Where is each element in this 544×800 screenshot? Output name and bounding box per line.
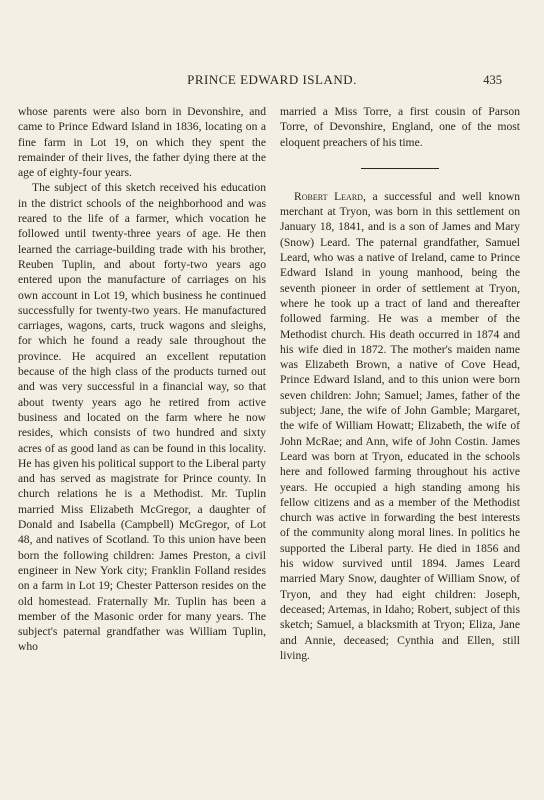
left-paragraph-1: whose parents were also born in Devonshire, and came to Prince Edward Island in 1836, locating on a fine farm in Lot 19, on which they spent the remainder of their lives, the father dying there at the age of eighty-four years. xyxy=(18,105,266,180)
left-paragraph-2: The subject of this sketch received his education in the district schools of the neighborhood and was reared to the life of a farmer, which vocation he followed until twenty-three years of age. He then learned the carriage-building trade with his brother, Reuben Tuplin, and about forty-two years ago entered upon the manufacture of carriages on his own account in Lot 19, which business he continued successfully for twenty-two years. He manufactured carriages, wagons, carts, truck wagons and sleighs, for which he found a ready sale throughout the province. He acquired an excellent reputation because of the high class of the products turned out and was very successful in a financial way, so that about twenty years ago he retired from active business and located on the farm where he now resides, which consists of two hundred and sixty acres of as good land as can be found in this locality. He has given his political support to the Liberal party and has served as magistrate for Prince county. In church relations he is a Methodist. Mr. Tuplin married Miss Elizabeth McGregor, a daughter of Donald and Isabella (Campbell) McGregor, of Lot 48, and natives of Scotland. To this union have been born the following children: James Preston, a civil engineer in New York city; Franklin Folland resides on a farm in Lot 19; Chester Patterson resides on the old homestead. Fraternally Mr. Tuplin has been a member of the Masonic order for many years. The subject's paternal grandfather was William Tuplin, who xyxy=(18,181,266,654)
page-header xyxy=(0,72,544,90)
right-paragraph-2 xyxy=(280,189,520,663)
section-divider xyxy=(361,168,439,169)
page-number: 435 xyxy=(483,73,502,87)
subject-name: Robert Leard xyxy=(294,189,363,203)
right-column xyxy=(280,104,520,663)
right-paragraph-1: married a Miss Torre, a first cousin of Parson Torre, of Devonshire, England, one of the most eloquent preachers of his time. xyxy=(280,105,520,149)
left-column xyxy=(18,104,266,655)
right-paragraph-2-text: , a successful and well known merchant at Tryon, was born in this settlement on January 18, 1841, and is a son of James and Mary (Snow) Leard. The paternal grandfather, Samuel Leard, who was a native of Ireland, came to Prince Edward Island in young manhood, being the seventh pioneer in order of settlement at Tryon, where he took up a tract of land and thereafter followed farming. He was a member of the Methodist church. His death occurred in 1874 and his wife died in 1872. The mother's maiden name was Elizabeth Brown, a native of Cove Head, Prince Edward Island, and to this union were born seven children: John; Samuel; James, father of the subject; Jane, the wife of John Gamble; Margaret, the wife of William Howatt; Elizabeth, the wife of John McRae; and Ann, wife of John Costin. James Leard was born at Tryon, educated in the schools here and followed farming throughout his active years. He occupied a high standing among his fellow citizens and as a member of the Methodist church was active in forwarding the best interests of the community along moral lines. In politics he supported the Liberal party. He died in 1856 and his widow survived until 1894. James Leard married Mary Snow, daughter of William Snow, of Tryon, and they had eight children: Joseph, deceased; Artemas, in Idaho; Robert, subject of this sketch; Samuel, a blacksmith at Tryon; Eliza, Jane and Annie, deceased; Cynthia and Ellen, still living. xyxy=(280,189,520,662)
running-title: PRINCE EDWARD ISLAND. xyxy=(187,72,357,87)
